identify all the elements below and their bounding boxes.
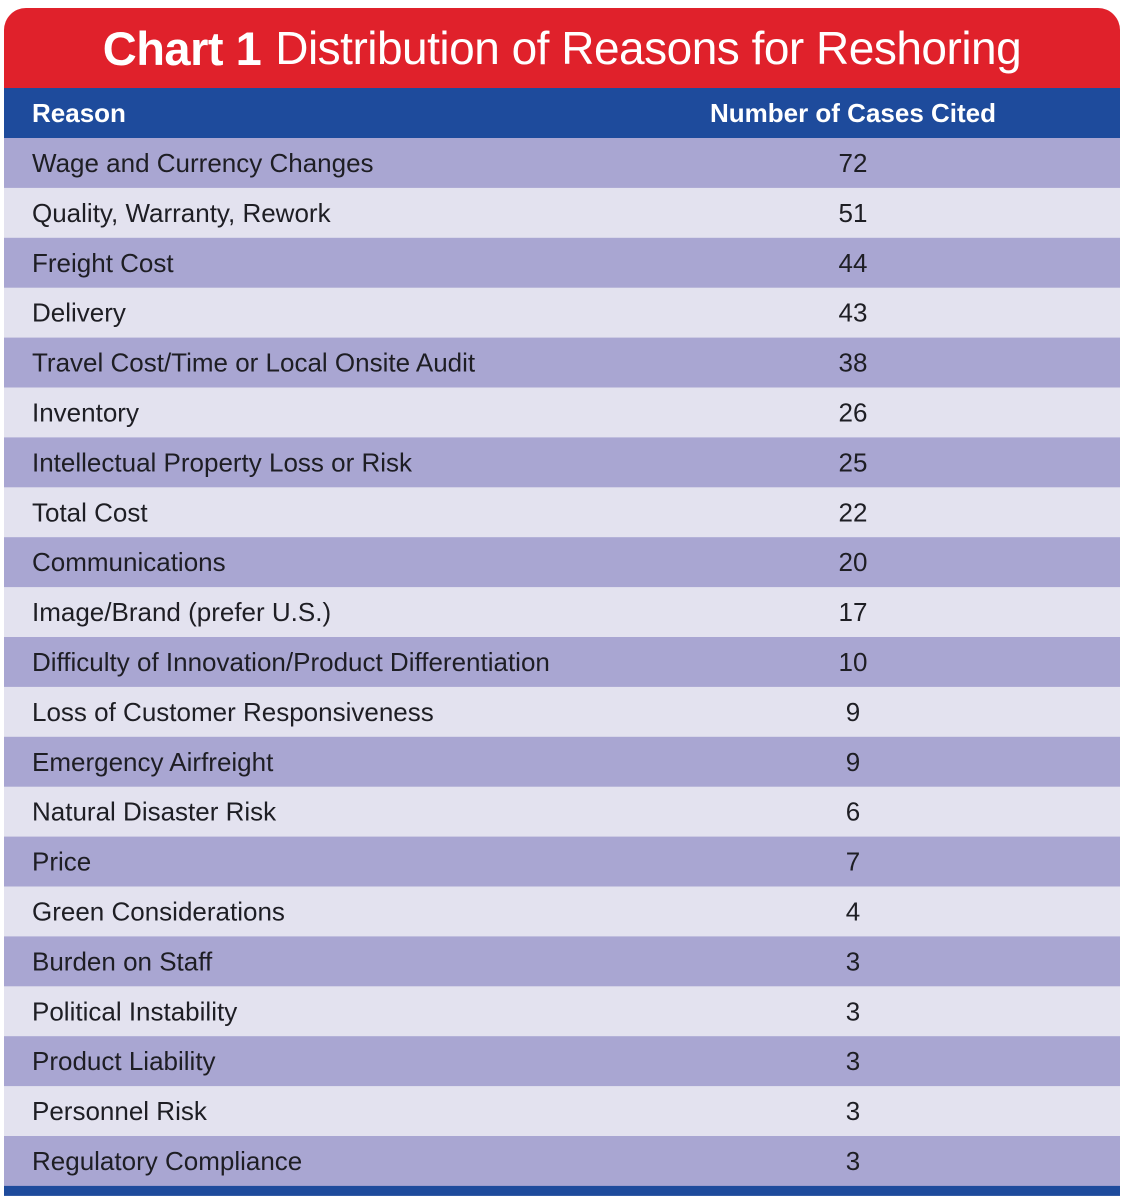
row-cases-value: 22 (838, 497, 868, 528)
row-cases-value: 26 (838, 397, 868, 428)
row-cases-value: 3 (845, 1145, 861, 1176)
row-reason: Burden on Staff (32, 946, 213, 977)
row-cases-value: 44 (838, 247, 868, 278)
row-reason: Total Cost (32, 497, 148, 528)
table-row (4, 388, 1120, 438)
row-cases-value: 3 (845, 1046, 861, 1077)
table-row (4, 487, 1120, 537)
chart-title-number: Chart 1 (102, 21, 262, 75)
row-reason: Green Considerations (32, 896, 285, 927)
row-reason: Quality, Warranty, Rework (32, 197, 331, 228)
row-reason: Emergency Airfreight (32, 746, 274, 777)
row-reason: Political Instability (32, 996, 238, 1027)
row-reason: Travel Cost/Time or Local Onsite Audit (32, 347, 476, 378)
column-header-cases: Number of Cases Cited (709, 98, 997, 128)
row-reason: Image/Brand (prefer U.S.) (32, 597, 332, 628)
row-reason: Freight Cost (32, 247, 174, 278)
row-cases-value: 17 (838, 597, 868, 628)
row-reason: Loss of Customer Responsiveness (32, 696, 434, 727)
row-cases-value: 9 (845, 696, 861, 727)
row-reason: Intellectual Property Loss or Risk (32, 447, 413, 478)
row-cases-value: 38 (838, 347, 868, 378)
row-reason: Difficulty of Innovation/Product Differentiation (32, 646, 550, 677)
row-reason: Wage and Currency Changes (32, 147, 374, 178)
row-reason: Delivery (32, 297, 126, 328)
chart-title-text: Distribution of Reasons for Reshoring (275, 22, 1022, 74)
row-reason: Natural Disaster Risk (32, 796, 277, 827)
row-cases-value: 7 (845, 846, 861, 877)
row-cases-value: 4 (845, 896, 861, 927)
row-reason: Inventory (32, 397, 139, 428)
row-reason: Regulatory Compliance (32, 1145, 303, 1176)
reasons-table (4, 88, 1120, 1196)
row-reason: Communications (32, 547, 226, 578)
row-cases-value: 3 (845, 946, 861, 977)
row-cases-value: 72 (838, 147, 868, 178)
row-cases-value: 6 (845, 796, 861, 827)
row-reason: Product Liability (32, 1046, 216, 1077)
table-row (4, 288, 1120, 338)
row-cases-value: 43 (838, 297, 868, 328)
row-cases-value: 51 (838, 197, 868, 228)
row-cases-value: 10 (838, 646, 868, 677)
chart-title-bar (4, 8, 1120, 88)
row-reason: Price (32, 846, 92, 877)
row-cases-value: 3 (845, 996, 861, 1027)
chart-frame (4, 8, 1120, 1196)
row-cases-value: 20 (838, 547, 868, 578)
column-header-reason: Reason (32, 98, 126, 128)
row-reason: Personnel Risk (32, 1096, 207, 1127)
row-cases-value: 3 (845, 1096, 861, 1127)
row-cases-value: 9 (845, 746, 861, 777)
row-cases-value: 25 (838, 447, 868, 478)
table-row (4, 837, 1120, 887)
table-bottom-rule (4, 1186, 1120, 1196)
